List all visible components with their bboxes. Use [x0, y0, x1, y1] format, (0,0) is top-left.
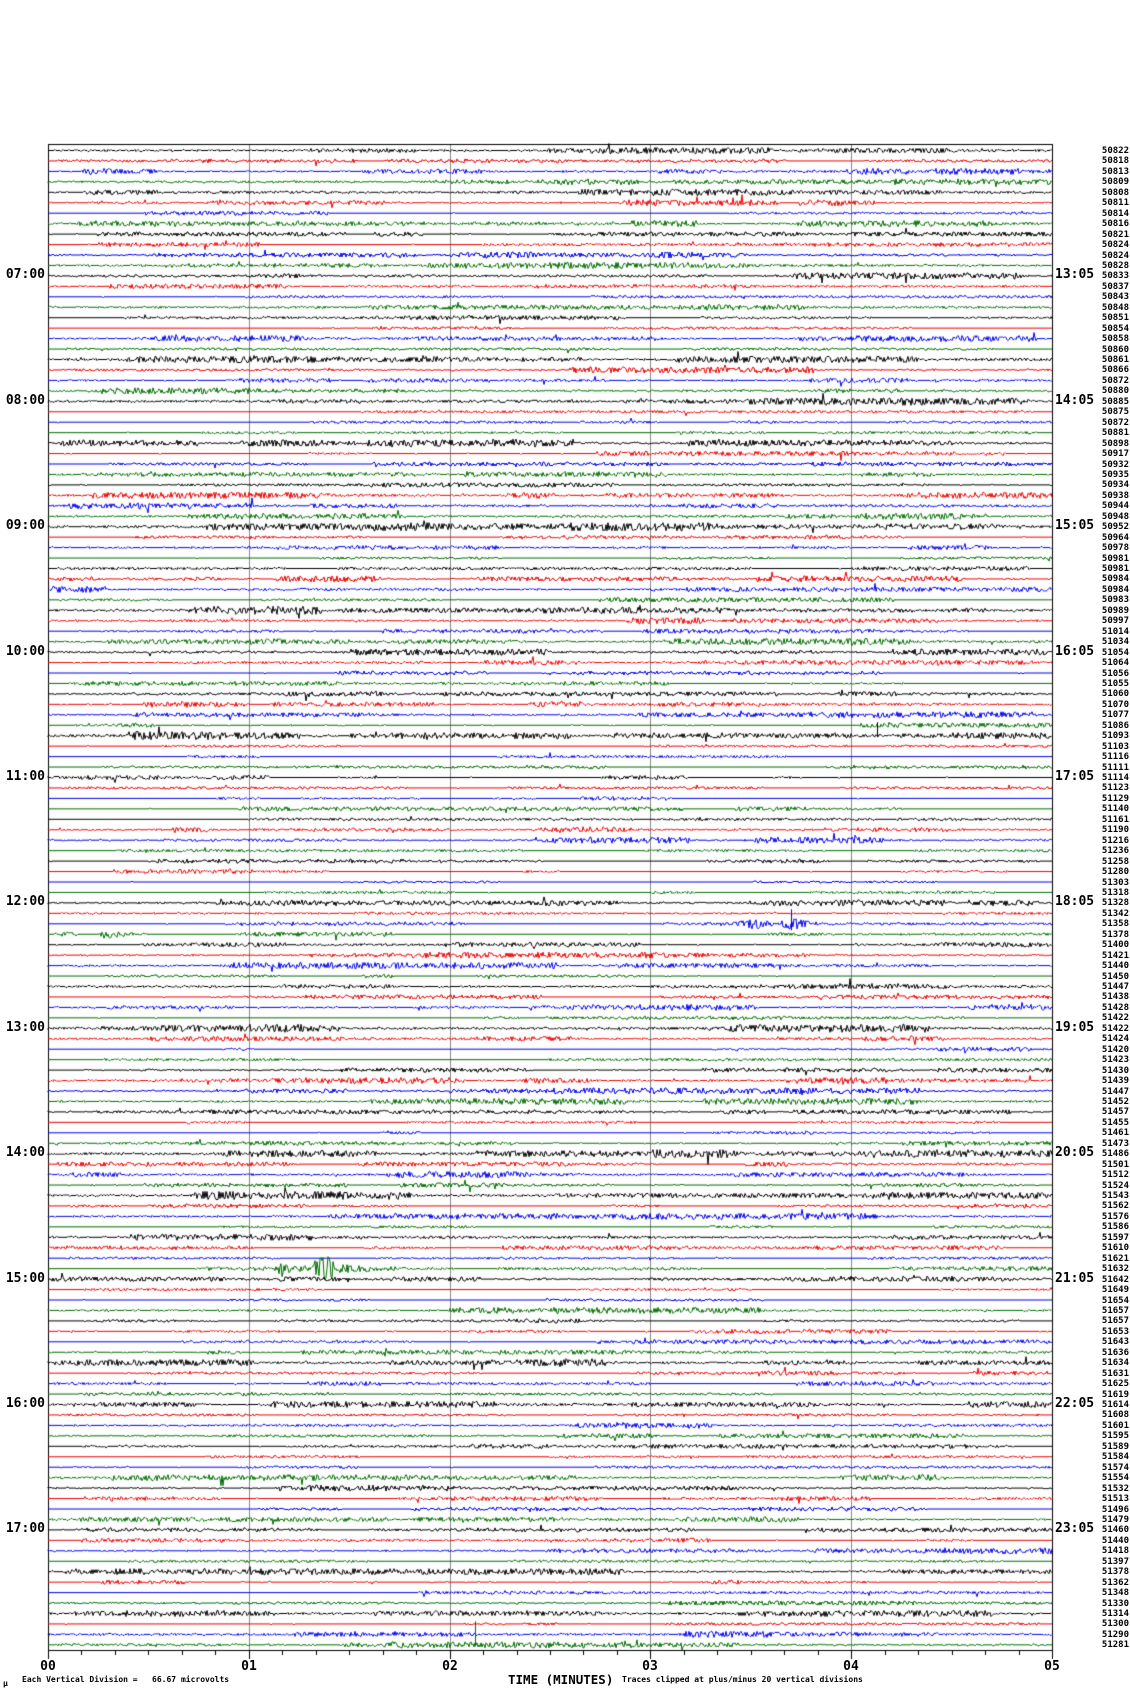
local-hour-label: 07:00 — [5, 267, 45, 283]
trace-value: 51428 — [1101, 1002, 1129, 1013]
trace-value: 50809 — [1101, 177, 1129, 188]
trace-value: 51461 — [1101, 1128, 1129, 1139]
trace-value: 50935 — [1101, 469, 1129, 480]
trace-value: 51362 — [1101, 1577, 1129, 1588]
local-hour-label: 16:00 — [5, 1396, 45, 1411]
trace-value: 51161 — [1101, 814, 1129, 825]
trace-value: 51077 — [1101, 710, 1129, 721]
trace-value: 51114 — [1101, 773, 1129, 783]
trace-value: 51421 — [1101, 950, 1129, 961]
local-hour-label: 15:00 — [5, 1270, 45, 1286]
trace-value: 51303 — [1101, 877, 1129, 888]
trace-value: 50822 — [1101, 146, 1129, 156]
trace-value: 51418 — [1101, 1546, 1129, 1557]
trace-value: 50851 — [1101, 313, 1129, 324]
trace-value: 51473 — [1101, 1138, 1129, 1149]
trace-value: 50837 — [1101, 281, 1129, 292]
trace-value: 51424 — [1101, 1034, 1129, 1045]
trace-value: 51576 — [1101, 1211, 1129, 1222]
trace-value: 51621 — [1101, 1253, 1129, 1264]
trace-value: 51290 — [1101, 1629, 1129, 1640]
clip-note: Traces clipped at plus/minus 20 vertical divisions — [622, 1675, 863, 1684]
trace-value: 51452 — [1101, 1096, 1129, 1107]
trace-value: 51070 — [1101, 699, 1129, 710]
trace-value: 51422 — [1101, 1023, 1129, 1034]
trace-value: 51123 — [1101, 783, 1129, 794]
trace-value: 51439 — [1101, 1076, 1129, 1087]
footer-glyph: µ — [3, 1679, 8, 1688]
trace-value: 50813 — [1101, 166, 1129, 177]
trace-value: 51348 — [1101, 1588, 1129, 1599]
trace-value: 51634 — [1101, 1358, 1129, 1369]
trace-value: 51055 — [1101, 678, 1129, 689]
trace-value: 51060 — [1101, 689, 1129, 700]
utc-hour-label: 16:05 — [1055, 643, 1095, 659]
trace-value: 50934 — [1101, 480, 1129, 491]
trace-value: 51455 — [1101, 1117, 1129, 1128]
trace-value: 51610 — [1101, 1243, 1129, 1254]
trace-value: 51532 — [1101, 1483, 1129, 1494]
x-axis-tick-label: 01 — [241, 1659, 257, 1674]
trace-value: 50828 — [1101, 260, 1129, 271]
trace-value: 50948 — [1101, 511, 1129, 522]
trace-value: 51657 — [1101, 1316, 1129, 1327]
trace-value: 50833 — [1101, 271, 1129, 282]
trace-value: 51653 — [1101, 1326, 1129, 1337]
trace-value: 50989 — [1101, 605, 1129, 616]
trace-value: 51479 — [1101, 1514, 1129, 1525]
trace-value: 50964 — [1101, 532, 1129, 543]
trace-value: 51619 — [1101, 1389, 1129, 1400]
utc-hour-label: 22:05 — [1055, 1396, 1095, 1411]
utc-hour-label: 13:05 — [1055, 267, 1095, 283]
trace-value: 51486 — [1101, 1149, 1129, 1160]
trace-value: 51631 — [1101, 1368, 1129, 1379]
utc-hour-label: 21:05 — [1055, 1270, 1095, 1286]
trace-value: 50872 — [1101, 417, 1129, 428]
trace-value: 50997 — [1101, 616, 1129, 627]
trace-value: 51423 — [1101, 1055, 1129, 1066]
local-hour-label: 10:00 — [5, 643, 45, 659]
trace-value: 50983 — [1101, 595, 1129, 606]
utc-hour-label: 19:05 — [1055, 1019, 1095, 1035]
trace-value: 51034 — [1101, 637, 1129, 648]
trace-value: 51054 — [1101, 647, 1129, 658]
trace-value: 50898 — [1101, 438, 1129, 449]
trace-value: 51447 — [1101, 982, 1129, 992]
trace-value: 50885 — [1101, 396, 1129, 407]
trace-value: 50816 — [1101, 219, 1129, 230]
trace-value: 51014 — [1101, 626, 1129, 637]
trace-value: 51597 — [1101, 1232, 1129, 1243]
trace-value: 51586 — [1101, 1222, 1129, 1233]
trace-value: 50814 — [1101, 208, 1129, 219]
trace-value: 51601 — [1101, 1420, 1129, 1431]
trace-value: 51632 — [1101, 1264, 1129, 1275]
trace-value: 50984 — [1101, 584, 1129, 595]
trace-value: 51440 — [1101, 961, 1129, 972]
trace-value: 51300 — [1101, 1619, 1129, 1630]
local-hour-label: 12:00 — [5, 894, 45, 910]
trace-value: 51608 — [1101, 1410, 1129, 1421]
trace-value: 51236 — [1101, 846, 1129, 857]
x-axis-tick-label: 04 — [843, 1659, 859, 1674]
trace-value: 50881 — [1101, 428, 1129, 439]
trace-value: 51440 — [1101, 1535, 1129, 1546]
trace-value: 51501 — [1101, 1159, 1129, 1170]
trace-value: 51281 — [1101, 1640, 1129, 1651]
trace-value: 51657 — [1101, 1305, 1129, 1316]
trace-value: 50938 — [1101, 490, 1129, 501]
trace-value: 50978 — [1101, 543, 1129, 554]
trace-value: 51258 — [1101, 856, 1129, 867]
trace-value: 51642 — [1101, 1274, 1129, 1285]
trace-value: 51450 — [1101, 971, 1129, 982]
trace-value: 51543 — [1101, 1191, 1129, 1201]
trace-value: 51397 — [1101, 1556, 1129, 1567]
trace-value: 50858 — [1101, 334, 1129, 345]
trace-value: 50848 — [1101, 302, 1129, 313]
trace-value: 51562 — [1101, 1201, 1129, 1212]
trace-value: 50952 — [1101, 522, 1129, 533]
trace-value: 51422 — [1101, 1013, 1129, 1024]
utc-hour-label: 17:05 — [1055, 769, 1095, 784]
trace-value: 50854 — [1101, 323, 1129, 334]
local-hour-label: 08:00 — [5, 392, 45, 408]
trace-value: 51430 — [1101, 1065, 1129, 1076]
x-axis-tick-label: 02 — [442, 1659, 458, 1674]
trace-value: 51447 — [1101, 1086, 1129, 1097]
trace-value: 51190 — [1101, 825, 1129, 836]
local-hour-label: 14:00 — [5, 1145, 45, 1161]
trace-value: 51314 — [1101, 1609, 1129, 1619]
trace-value: 51216 — [1101, 835, 1129, 846]
trace-value: 51342 — [1101, 908, 1129, 919]
trace-value: 51438 — [1101, 992, 1129, 1003]
scale-note: Each Vertical Division = 66.67 microvolts — [22, 1675, 230, 1684]
trace-value: 51086 — [1101, 720, 1129, 731]
trace-value: 51064 — [1101, 658, 1129, 669]
trace-value: 51636 — [1101, 1347, 1129, 1358]
trace-value: 51093 — [1101, 731, 1129, 742]
trace-value: 51330 — [1101, 1598, 1129, 1609]
trace-value: 51116 — [1101, 752, 1129, 763]
trace-value: 51625 — [1101, 1379, 1129, 1390]
trace-value: 50821 — [1101, 229, 1129, 240]
trace-value: 51512 — [1101, 1170, 1129, 1181]
trace-value: 50917 — [1101, 449, 1129, 460]
trace-value: 51056 — [1101, 668, 1129, 679]
local-hour-label: 13:00 — [5, 1019, 45, 1035]
trace-value: 51358 — [1101, 919, 1129, 930]
trace-value: 50981 — [1101, 553, 1129, 564]
x-axis-tick-label: 05 — [1044, 1659, 1060, 1674]
x-axis-title: TIME (MINUTES) — [508, 1672, 614, 1687]
trace-value: 50861 — [1101, 355, 1129, 365]
trace-value: 51318 — [1101, 887, 1129, 898]
trace-value: 50872 — [1101, 375, 1129, 386]
trace-value: 51140 — [1101, 804, 1129, 815]
trace-value: 51111 — [1101, 762, 1129, 773]
trace-value: 50860 — [1101, 344, 1129, 355]
trace-value: 50932 — [1101, 459, 1129, 470]
trace-value: 51513 — [1101, 1494, 1129, 1505]
x-axis-tick-label: 03 — [642, 1659, 658, 1674]
utc-hour-label: 18:05 — [1055, 894, 1095, 910]
trace-value: 51420 — [1101, 1044, 1129, 1055]
trace-value: 50818 — [1101, 156, 1129, 167]
trace-value: 50808 — [1101, 187, 1129, 198]
trace-value: 51378 — [1101, 929, 1129, 940]
utc-hour-label: 15:05 — [1055, 518, 1095, 534]
trace-value: 50811 — [1101, 198, 1129, 209]
trace-value: 51129 — [1101, 793, 1129, 804]
trace-value: 50866 — [1101, 365, 1129, 376]
trace-value: 50984 — [1101, 574, 1129, 585]
trace-value: 50944 — [1101, 501, 1129, 512]
trace-value: 51589 — [1101, 1441, 1129, 1452]
trace-value: 51643 — [1101, 1337, 1129, 1348]
trace-value: 51654 — [1101, 1295, 1129, 1306]
trace-value: 50824 — [1101, 250, 1129, 261]
utc-hour-label: 23:05 — [1055, 1521, 1095, 1537]
trace-value: 51400 — [1101, 940, 1129, 951]
trace-value: 51496 — [1101, 1504, 1129, 1515]
trace-value: 51378 — [1101, 1567, 1129, 1578]
trace-value: 51584 — [1101, 1452, 1129, 1463]
local-hour-label: 09:00 — [5, 518, 45, 534]
trace-value: 51554 — [1101, 1473, 1129, 1484]
utc-hour-label: 14:05 — [1055, 392, 1095, 408]
trace-value: 51460 — [1101, 1525, 1129, 1536]
trace-value: 51649 — [1101, 1285, 1129, 1296]
trace-value: 51328 — [1101, 898, 1129, 909]
trace-value: 50824 — [1101, 240, 1129, 251]
x-axis-tick-label: 00 — [40, 1659, 56, 1674]
trace-value: 51457 — [1101, 1107, 1129, 1118]
trace-value: 51524 — [1101, 1180, 1129, 1191]
trace-value: 51614 — [1101, 1400, 1129, 1410]
trace-value: 51595 — [1101, 1431, 1129, 1442]
trace-value: 51574 — [1101, 1462, 1129, 1473]
trace-value: 50843 — [1101, 292, 1129, 303]
trace-value: 50981 — [1101, 564, 1129, 574]
trace-value: 50875 — [1101, 407, 1129, 418]
local-hour-label: 17:00 — [5, 1521, 45, 1537]
trace-value: 51103 — [1101, 741, 1129, 752]
utc-hour-label: 20:05 — [1055, 1145, 1095, 1161]
local-hour-label: 11:00 — [5, 769, 45, 784]
trace-value: 51280 — [1101, 867, 1129, 878]
trace-value: 50880 — [1101, 386, 1129, 397]
